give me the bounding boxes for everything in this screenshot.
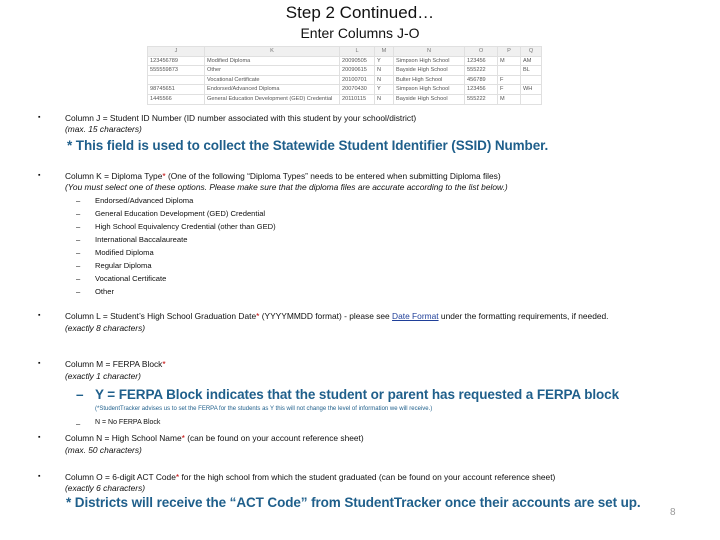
- table-cell: M: [498, 94, 521, 104]
- table-cell: [498, 66, 521, 76]
- bullet: ▪: [38, 114, 41, 121]
- table-cell: Endorsed/Advanced Diploma: [205, 85, 340, 95]
- table-cell: N: [375, 94, 394, 104]
- dash: –: [76, 261, 81, 270]
- col-o-note: (exactly 6 characters): [65, 483, 146, 493]
- dash: –: [76, 222, 81, 231]
- diploma-option: High School Equivalency Credential (other than GED): [95, 222, 276, 231]
- table-cell: 555222: [465, 94, 498, 104]
- column-header: Q: [521, 47, 542, 57]
- table-cell: Bulter High School: [394, 75, 465, 85]
- spreadsheet-example: [147, 46, 542, 105]
- slide-title: Step 2 Continued…: [285, 3, 435, 22]
- table-cell: Y: [375, 85, 394, 95]
- col-n-text: Column N = High School Name* (can be found on your account reference sheet): [65, 433, 364, 443]
- table-cell: Vocational Certificate: [205, 75, 340, 85]
- table-cell: F: [498, 85, 521, 95]
- table-cell: Bayside High School: [394, 94, 465, 104]
- table-row: [148, 56, 542, 66]
- table-cell: N: [375, 75, 394, 85]
- diploma-option: General Education Development (GED) Credential: [95, 209, 266, 218]
- table-cell: M: [498, 56, 521, 66]
- table-row: [148, 94, 542, 104]
- table-cell: 123456: [465, 85, 498, 95]
- bullet: ▪: [38, 312, 41, 319]
- table-cell: N: [375, 66, 394, 76]
- ferpa-n-option: N = No FERPA Block: [95, 419, 161, 426]
- table-cell: Bayside High School: [394, 66, 465, 76]
- table-cell: 98745651: [148, 85, 205, 95]
- column-header: K: [205, 47, 340, 57]
- table-cell: WH: [521, 85, 542, 95]
- table-cell: Simpson High School: [394, 85, 465, 95]
- column-header: O: [465, 47, 498, 57]
- column-header: P: [498, 47, 521, 57]
- table-cell: BL: [521, 66, 542, 76]
- table-cell: 20110115: [340, 94, 375, 104]
- table-cell: 1445566: [148, 94, 205, 104]
- column-header: M: [375, 47, 394, 57]
- table-cell: [521, 94, 542, 104]
- table-cell: 123456789: [148, 56, 205, 66]
- column-header: J: [148, 47, 205, 57]
- table-cell: 123456: [465, 56, 498, 66]
- dash: –: [76, 196, 81, 205]
- slide-subtitle: Enter Columns J-O: [300, 25, 420, 41]
- table-cell: Simpson High School: [394, 56, 465, 66]
- table-cell: Other: [205, 66, 340, 76]
- table-cell: 20100701: [340, 75, 375, 85]
- page-number: 8: [670, 507, 676, 518]
- date-format-link[interactable]: Date Format: [392, 311, 439, 321]
- dash: –: [76, 235, 81, 244]
- diploma-option: Vocational Certificate: [95, 274, 167, 283]
- table-cell: 20090505: [340, 56, 375, 66]
- table-cell: AM: [521, 56, 542, 66]
- table-cell: 20090615: [340, 66, 375, 76]
- table-cell: 555559873: [148, 66, 205, 76]
- column-header: L: [340, 47, 375, 57]
- dash: –: [76, 419, 81, 428]
- col-j-highlight: * This field is used to collect the Statewide Student Identifier (SSID) Number.: [67, 138, 549, 153]
- col-n-note: (max. 50 characters): [65, 445, 142, 455]
- col-k-note: (You must select one of these options. Please make sure that the diploma files are accurate according to the list below.): [65, 182, 508, 192]
- bullet: ▪: [38, 434, 41, 441]
- table-cell: [521, 75, 542, 85]
- ferpa-y-option: Y = FERPA Block indicates that the student or parent has requested a FERPA block: [95, 387, 619, 402]
- table-row: [148, 85, 542, 95]
- dash: –: [76, 209, 81, 218]
- ferpa-advice: (*StudentTracker advises us to set the FERPA for the students as Y this will not change the level of information we will receive.): [95, 406, 433, 412]
- col-j-text: Column J = Student ID Number (ID number associated with this student by your school/district): [65, 113, 417, 123]
- col-l-text: Column L = Student’s High School Graduation Date* (YYYYMMDD format) - please see Date Format under the formatting requirements, if needed.: [65, 311, 609, 321]
- diploma-option: Other: [95, 287, 114, 296]
- table-row: [148, 66, 542, 76]
- diploma-option: Modified Diploma: [95, 248, 154, 257]
- column-header: N: [394, 47, 465, 57]
- diploma-option: International Baccalaureate: [95, 235, 188, 244]
- table-cell: Y: [375, 56, 394, 66]
- dash: –: [76, 287, 81, 296]
- table-row: [148, 75, 542, 85]
- col-m-text: Column M = FERPA Block*: [65, 359, 166, 369]
- diploma-option: Regular Diploma: [95, 261, 152, 270]
- col-o-text: Column O = 6-digit ACT Code* for the high school from which the student graduated (can be found on your account reference sheet): [65, 472, 556, 482]
- bullet: ▪: [38, 172, 41, 179]
- table-cell: Modified Diploma: [205, 56, 340, 66]
- col-o-highlight: * Districts will receive the “ACT Code” from StudentTracker once their accounts are set up.: [66, 495, 641, 510]
- col-j-note: (max. 15 characters): [65, 124, 142, 134]
- bullet: ▪: [38, 360, 41, 367]
- col-l-note: (exactly 8 characters): [65, 323, 146, 333]
- table-cell: [148, 75, 205, 85]
- col-m-note: (exactly 1 character): [65, 371, 141, 381]
- table-cell: 555222: [465, 66, 498, 76]
- diploma-option: Endorsed/Advanced Diploma: [95, 196, 194, 205]
- col-k-text: Column K = Diploma Type* (One of the following “Diploma Types” needs to be entered when submitting Diploma files): [65, 171, 501, 181]
- bullet: ▪: [38, 473, 41, 480]
- table-cell: 456789: [465, 75, 498, 85]
- table-cell: F: [498, 75, 521, 85]
- dash: –: [76, 248, 81, 257]
- dash: –: [76, 387, 84, 402]
- table-cell: 20070430: [340, 85, 375, 95]
- dash: –: [76, 274, 81, 283]
- table-cell: General Education Development (GED) Credential: [205, 94, 340, 104]
